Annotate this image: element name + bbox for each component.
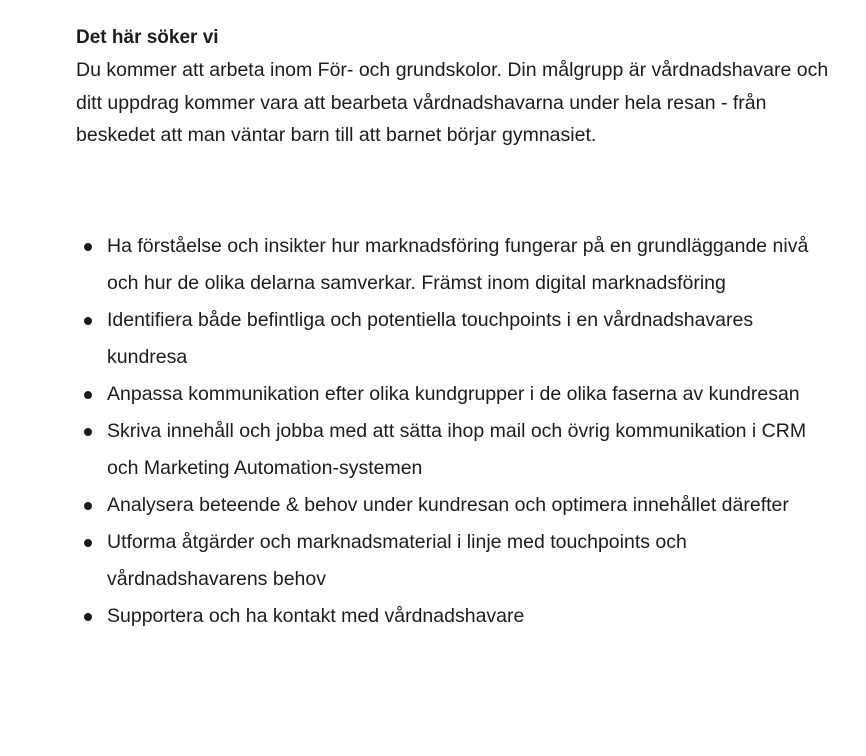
list-item-text: Analysera beteende & behov under kundresan och optimera innehållet därefter bbox=[107, 494, 789, 516]
list-item-text: Ha förståelse och insikter hur marknadsföring fungerar på en grundläggande nivå och hur de olika delarna samverkar. Främst inom digital marknadsföring bbox=[107, 235, 809, 294]
list-item bbox=[76, 598, 816, 635]
list-item bbox=[76, 487, 816, 524]
bullet-icon bbox=[84, 428, 92, 436]
requirements-list bbox=[76, 228, 816, 635]
bullet-icon bbox=[84, 502, 92, 510]
list-item bbox=[76, 302, 816, 376]
list-item-text: Identifiera både befintliga och potentiella touchpoints i en vårdnadshavares kundresa bbox=[107, 309, 754, 368]
list-item-text: Supportera och ha kontakt med vårdnadshavare bbox=[107, 605, 525, 627]
section-intro: Du kommer att arbeta inom För- och grundskolor. Din målgrupp är vårdnadshavare och ditt uppdrag kommer vara att bearbeta vårdnadshavarna under hela resan - från beskedet att man väntar barn till att barnet börjar gymnasiet. bbox=[76, 59, 829, 146]
list-item-text: Utforma åtgärder och marknadsmaterial i linje med touchpoints och vårdnadshavarens behov bbox=[107, 531, 687, 590]
bullet-icon bbox=[84, 243, 92, 251]
list-item-text: Skriva innehåll och jobba med att sätta ihop mail och övrig kommunikation i CRM och Marketing Automation-systemen bbox=[107, 420, 807, 479]
list-item bbox=[76, 376, 816, 413]
bullet-icon bbox=[84, 539, 92, 547]
section-heading: Det här söker vi bbox=[76, 27, 219, 48]
bullet-icon bbox=[84, 391, 92, 399]
list-item bbox=[76, 413, 816, 487]
list-item-text: Anpassa kommunikation efter olika kundgrupper i de olika faserna av kundresan bbox=[107, 383, 800, 405]
list-item bbox=[76, 228, 816, 302]
job-description-section bbox=[76, 22, 836, 627]
bullet-icon bbox=[84, 613, 92, 621]
bullet-icon bbox=[84, 317, 92, 325]
list-item bbox=[76, 524, 816, 598]
